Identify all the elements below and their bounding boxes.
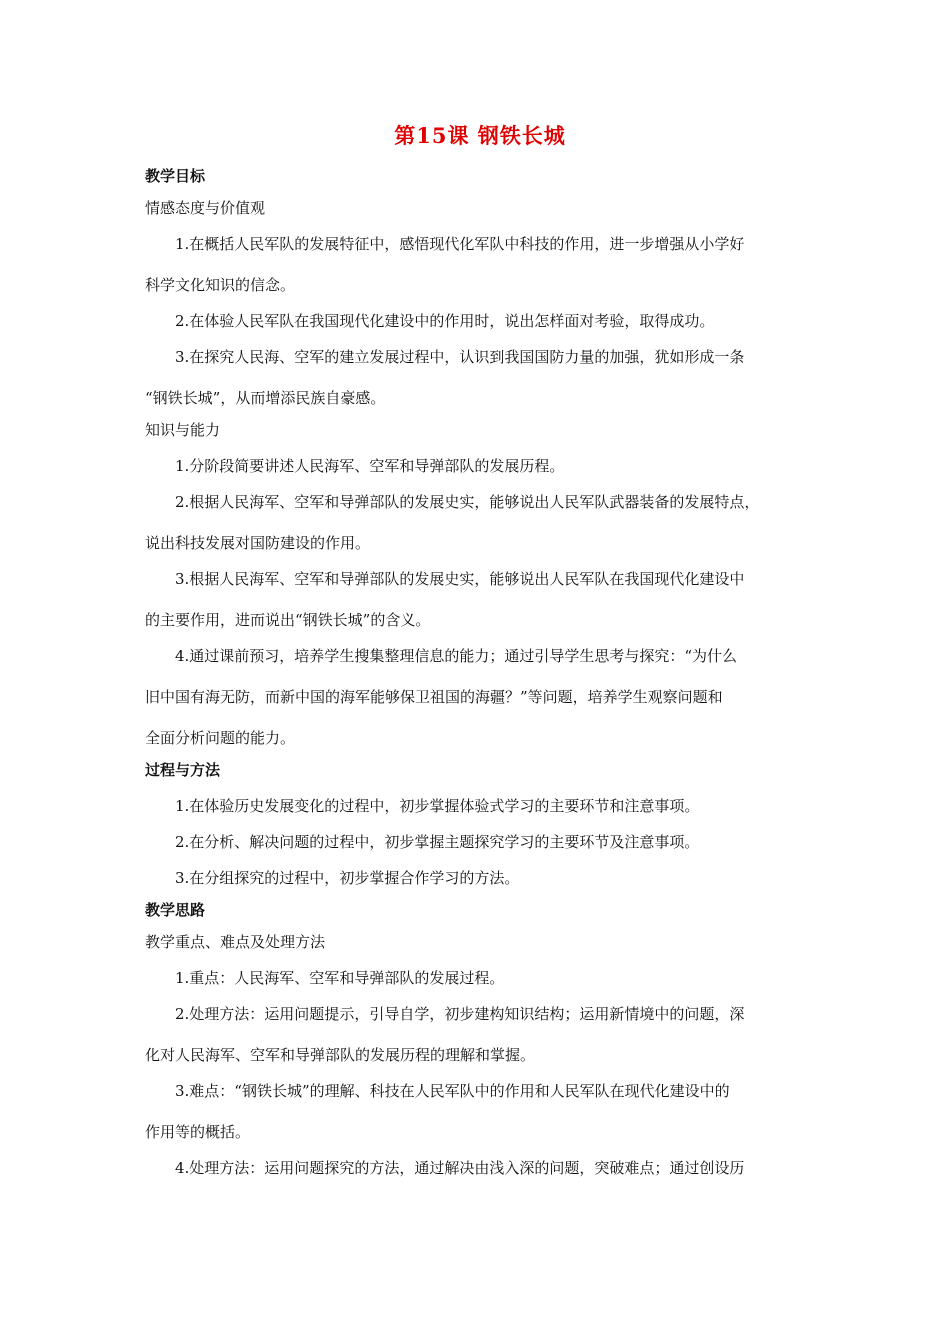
section-heading-objectives: 教学目标: [145, 167, 206, 185]
knowledge-item-2-line-2: 说出科技发展对国防建设的作用。: [145, 534, 371, 552]
thinking-item-3-line-1: 3.难点：“钢铁长城”的理解、科技在人民军队中的作用和人民军队在现代化建设中的: [175, 1082, 730, 1100]
document-page: [145, 118, 815, 1178]
knowledge-item-4-line-1: 4.通过课前预习，培养学生搜集整理信息的能力；通过引导学生思考与探究：“为什么: [175, 647, 737, 665]
thinking-item-3-line-2: 作用等的概括。: [145, 1123, 251, 1141]
document-title: 第15课 钢铁长城: [394, 123, 566, 148]
thinking-item-4-line-1: 4.处理方法：运用问题探究的方法，通过解决由浅入深的问题，突破难点；通过创设历: [175, 1159, 745, 1177]
knowledge-item-4-line-3: 全面分析问题的能力。: [145, 729, 296, 747]
section-heading-thinking: 教学思路: [145, 901, 206, 919]
subheading-teaching-points: 教学重点、难点及处理方法: [145, 933, 326, 951]
knowledge-item-3-line-1: 3.根据人民海军、空军和导弹部队的发展史实，能够说出人民军队在我国现代化建设中: [175, 570, 745, 588]
emotion-item-1-line-2: 科学文化知识的信念。: [145, 276, 296, 294]
emotion-item-2-line-1: 2.在体验人民军队在我国现代化建设中的作用时，说出怎样面对考验，取得成功。: [175, 312, 715, 330]
process-item-2-line-1: 2.在分析、解决问题的过程中，初步掌握主题探究学习的主要环节及注意事项。: [175, 833, 700, 851]
subheading-emotion: 情感态度与价值观: [145, 199, 266, 217]
emotion-item-1-line-1: 1.在概括人民军队的发展特征中，感悟现代化军队中科技的作用，进一步增强从小学好: [175, 235, 745, 253]
knowledge-item-4-line-2: 旧中国有海无防，而新中国的海军能够保卫祖国的海疆？”等问题，培养学生观察问题和: [145, 688, 723, 706]
section-heading-process: 过程与方法: [145, 761, 221, 779]
thinking-item-1-line-1: 1.重点：人民海军、空军和导弹部队的发展过程。: [175, 969, 505, 987]
thinking-item-2-line-2: 化对人民海军、空军和导弹部队的发展历程的理解和掌握。: [145, 1046, 536, 1064]
knowledge-item-1-line-1: 1.分阶段简要讲述人民海军、空军和导弹部队的发展历程。: [175, 457, 565, 475]
knowledge-item-2-line-1: 2.根据人民海军、空军和导弹部队的发展史实，能够说出人民军队武器装备的发展特点，: [175, 493, 760, 511]
emotion-item-3-line-1: 3.在探究人民海、空军的建立发展过程中，认识到我国国防力量的加强，犹如形成一条: [175, 348, 745, 366]
process-item-3-line-1: 3.在分组探究的过程中，初步掌握合作学习的方法。: [175, 869, 520, 887]
process-item-1-line-1: 1.在体验历史发展变化的过程中，初步掌握体验式学习的主要环节和注意事项。: [175, 797, 700, 815]
knowledge-item-3-line-2: 的主要作用，进而说出“钢铁长城”的含义。: [145, 611, 431, 629]
thinking-item-2-line-1: 2.处理方法：运用问题提示，引导自学，初步建构知识结构；运用新情境中的问题，深: [175, 1005, 745, 1023]
emotion-item-3-line-2: “钢铁长城”，从而增添民族自豪感。: [145, 389, 386, 407]
subheading-knowledge: 知识与能力: [145, 421, 221, 439]
